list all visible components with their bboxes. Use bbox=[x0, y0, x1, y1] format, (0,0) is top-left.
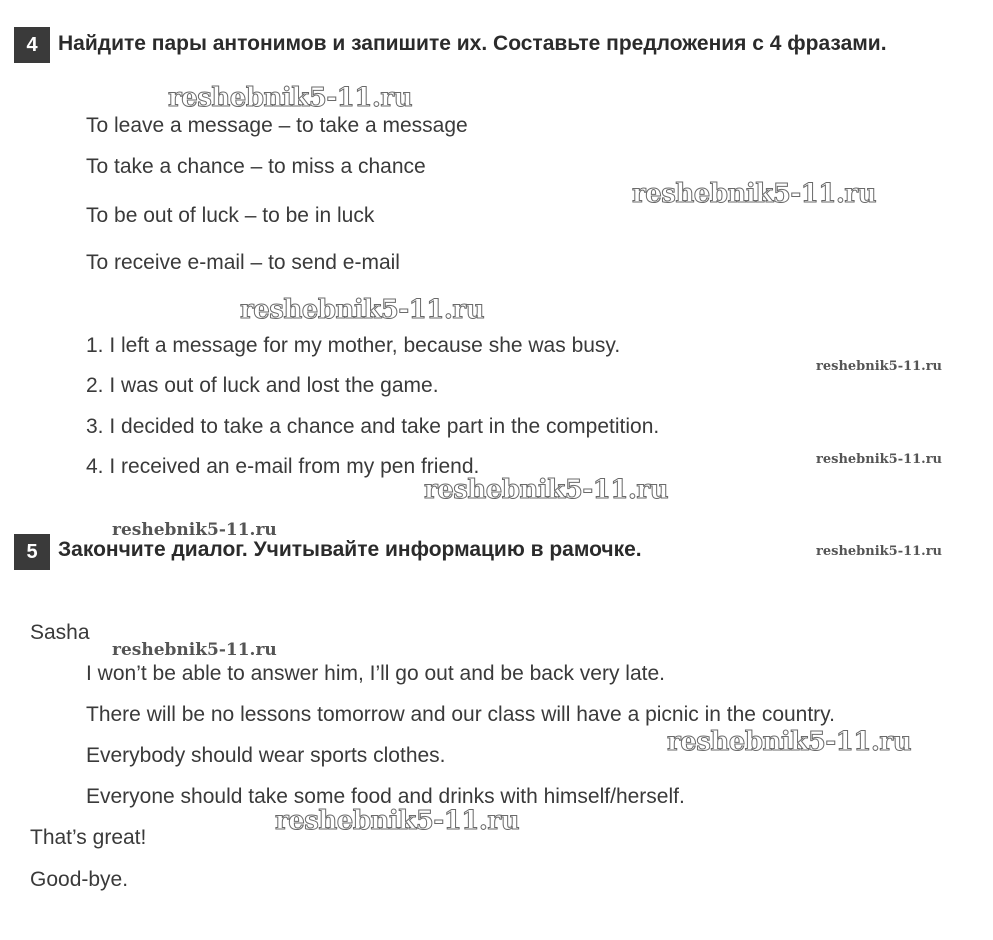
sentence-4: 4. I received an e-mail from my pen friend. bbox=[86, 455, 480, 478]
watermark: reshebnik5-11.ru bbox=[816, 452, 943, 467]
watermark: reshebnik5-11.ru bbox=[816, 544, 943, 559]
dialog-line-1: I won’t be able to answer him, I’ll go out and be back very late. bbox=[86, 662, 665, 685]
watermark: reshebnik5-11.ru bbox=[168, 83, 413, 113]
dialog-reply-2: Good-bye. bbox=[30, 868, 129, 891]
antonym-pair-2: To take a chance – to miss a chance bbox=[86, 155, 426, 178]
watermark: reshebnik5-11.ru bbox=[632, 179, 877, 209]
watermark: reshebnik5-11.ru bbox=[424, 475, 669, 505]
dialog-line-4: Everyone should take some food and drinks with himself/herself. bbox=[86, 785, 685, 808]
task-4-number-badge: 4 bbox=[14, 27, 50, 63]
watermark: reshebnik5-11.ru bbox=[240, 295, 485, 325]
task-5-number-badge: 5 bbox=[14, 534, 50, 570]
dialog-line-2: There will be no lessons tomorrow and our class will have a picnic in the country. bbox=[86, 703, 835, 726]
sentence-3: 3. I decided to take a chance and take part in the competition. bbox=[86, 415, 660, 438]
antonym-pair-1: To leave a message – to take a message bbox=[86, 114, 468, 137]
sentence-2: 2. I was out of luck and lost the game. bbox=[86, 374, 439, 397]
watermark: reshebnik5-11.ru bbox=[667, 727, 912, 757]
sentence-1: 1. I left a message for my mother, because she was busy. bbox=[86, 334, 621, 357]
watermark: reshebnik5-11.ru bbox=[112, 520, 277, 540]
watermark: reshebnik5-11.ru bbox=[112, 640, 277, 660]
task-5-title: Закончите диалог. Учитывайте информацию в рамочке. bbox=[58, 538, 642, 561]
dialog-speaker: Sasha bbox=[30, 621, 90, 644]
watermark: reshebnik5-11.ru bbox=[275, 806, 520, 836]
watermark: reshebnik5-11.ru bbox=[816, 359, 943, 374]
dialog-reply-1: That’s great! bbox=[30, 826, 147, 849]
antonym-pair-3: To be out of luck – to be in luck bbox=[86, 204, 375, 227]
antonym-pair-4: To receive e-mail – to send e-mail bbox=[86, 251, 400, 274]
task-4-title: Найдите пары антонимов и запишите их. Составьте предложения с 4 фразами. bbox=[58, 32, 887, 55]
dialog-line-3: Everybody should wear sports clothes. bbox=[86, 744, 446, 767]
